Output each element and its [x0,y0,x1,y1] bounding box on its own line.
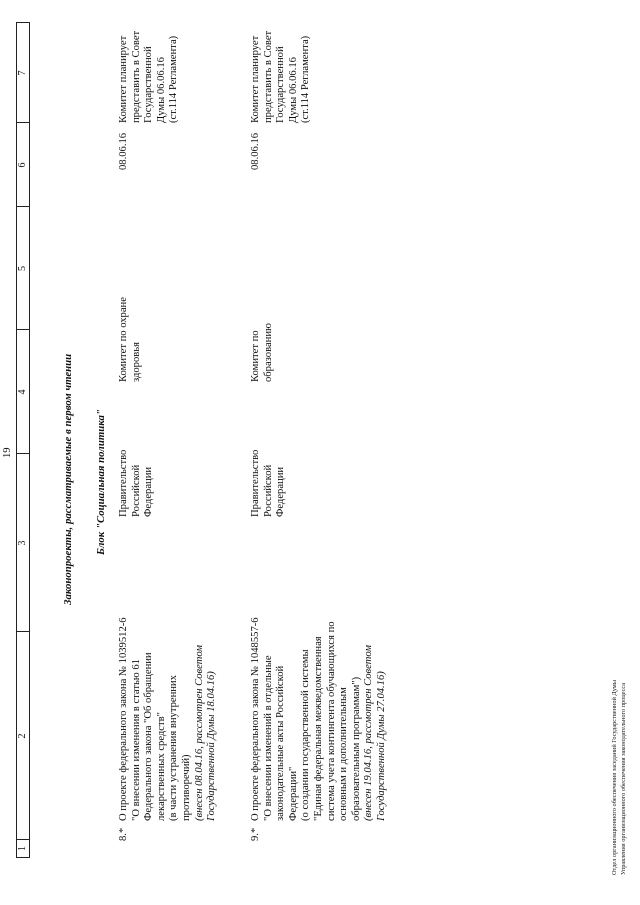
bill-title: О проекте федерального закона № 1048557-6 "О внесении изменений в отдельные законодательные акты Российской Федерации" (о создании государственной системы "Единая федеральная межведомственная система учета контингента обучающихся по основным и дополнительным образовательным программам") (внесен 19.04.16, рассмотрен Советом Государственной Думы 27.04.16) [250,617,387,821]
bill-title: О проекте федерального закона № 1039512-6 "О внесении изменения в статью 61 Федерального закона "Об обращении лекарственных средств" (в части устранения внутренних противоречий) (внесен 08.04.16, рассмотрен Советом Государственной Думы 18.04.16) [118,617,218,821]
column-number-3: 3 [17,540,28,546]
responsible-committee: Комитет по охране здоровья [118,297,142,382]
column-number-7: 7 [17,70,28,76]
column-number-2: 2 [17,733,28,739]
footer-department: Отдел организационного обеспечения заседаний Государственной Думы Управления организационного обеспечения законодательного процесса [611,680,627,875]
column-header-row [16,22,30,858]
row-number: 8.* [118,827,129,841]
column-number-6: 6 [17,162,28,168]
column-number-4: 4 [17,389,28,395]
committee-plan: Комитет планирует представить в Совет Государственной Думы 06.06.16 (ст.114 Регламента) [118,30,180,123]
initiator: Правительство Российской Федерации [118,449,155,517]
block-title: Блок "Социальная политика" [95,409,107,555]
column-number-5: 5 [17,266,28,271]
deadline-date: 08.06.16 [250,132,261,170]
committee-plan: Комитет планирует представить в Совет Государственной Думы 06.06.16 (ст.114 Регламента) [250,30,312,123]
page-number: 19 [2,447,13,458]
deadline-date: 08.06.16 [118,132,129,170]
section-title: Законопроекты, рассматриваемые в первом чтении [62,353,74,605]
responsible-committee: Комитет по образованию [250,323,274,382]
column-number-1: 1 [17,846,28,851]
initiator: Правительство Российской Федерации [250,449,287,517]
row-number: 9.* [250,827,261,841]
